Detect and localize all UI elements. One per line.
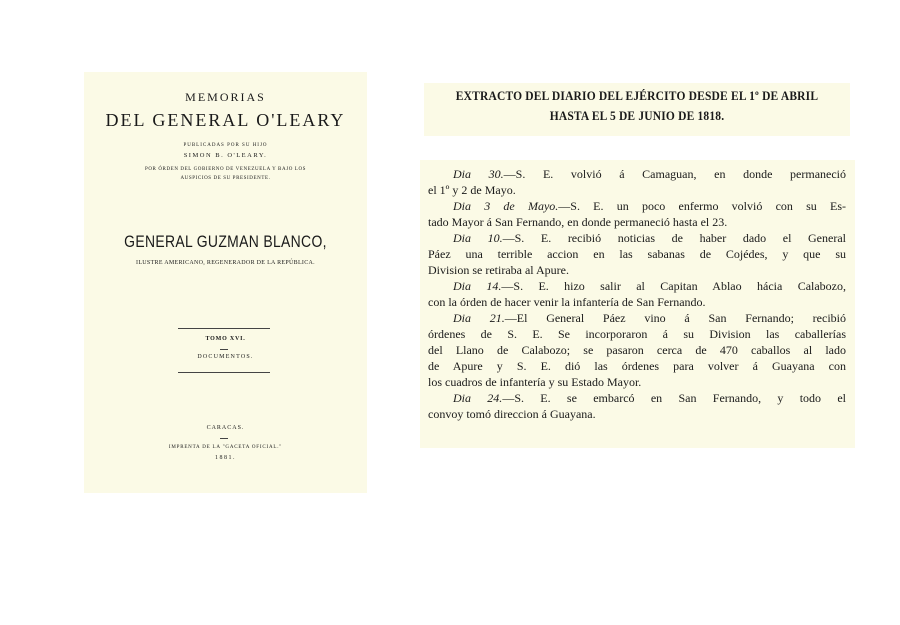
- entry-line: Division se retiraba al Apure.: [428, 263, 569, 277]
- printer-label: IMPRENTA DE LA "GACETA OFICIAL.": [168, 445, 283, 450]
- diary-entry: [428, 230, 846, 278]
- city-label: CARACAS.: [206, 425, 245, 431]
- entry-text: —S. E. volvió á Camaguan, en donde permaneció: [503, 167, 847, 181]
- entry-line: del Llano de Calabozo; se pasaron cerca de 470 caballos al lado: [428, 343, 846, 357]
- entry-line: [428, 390, 846, 406]
- extract-heading-line-2: HASTA EL 5 DE JUNIO DE 1818.: [549, 109, 725, 123]
- entry-text: —S. E. recibió noticias de haber dado el General: [502, 231, 846, 245]
- entry-line: Páez una terrible accion en las sabanas de Cojédes, y que su: [428, 247, 846, 261]
- entry-line: tado Mayor á San Fernando, en donde permaneció hasta el 23.: [428, 215, 728, 229]
- entry-text: —El General Páez vino á San Fernando; recibió: [504, 311, 846, 325]
- title-page-scan: [84, 72, 367, 493]
- entry-line: [428, 278, 846, 294]
- entry-line: con la órden de hacer venir la infantería de San Fernando.: [428, 295, 706, 309]
- publicadas-line: PUBLICADAS POR SU HIJO: [183, 143, 268, 148]
- entry-line: [428, 310, 846, 326]
- entry-date: Dia 10.: [453, 231, 503, 245]
- entry-line: [428, 198, 846, 214]
- entry-line: [428, 166, 846, 182]
- diary-entry: [428, 278, 846, 310]
- entry-line: [428, 230, 846, 246]
- president-title: ILUSTRE AMERICANO, REGENERADOR DE LA REPÚBLICA.: [136, 260, 315, 266]
- orden-line-2: AUSPICIOS DE SU PRESIDENTE.: [180, 176, 271, 181]
- entry-line: convoy tomó direccion á Guayana.: [428, 407, 596, 421]
- divider-rule-bottom: [178, 372, 270, 373]
- diary-entry: [428, 310, 846, 390]
- orden-line-1: POR ÓRDEN DEL GOBIERNO DE VENEZUELA Y BAJO LOS: [144, 167, 307, 172]
- entry-line: el 1º y 2 de Mayo.: [428, 183, 516, 197]
- entry-text: —S. E. un poco enfermo volvió con su Es-: [558, 199, 846, 213]
- diary-entry: [428, 198, 846, 230]
- short-dash-2: [220, 438, 228, 439]
- entry-date: Dia 24.: [453, 391, 503, 405]
- year-label: 1881.: [215, 455, 236, 461]
- documentos-label: DOCUMENTOS.: [197, 354, 254, 360]
- divider-rule-top: [178, 328, 270, 329]
- entry-date: Dia 21.: [453, 311, 505, 325]
- entry-date: Dia 14.: [453, 279, 502, 293]
- entry-line: de Apure y S. E. dió las órdenes para volver á Guayana con: [428, 359, 846, 373]
- entry-date: Dia 3 de Mayo.: [453, 199, 559, 213]
- entry-text: —S. E. hizo salir al Capitan Ablao hácia Calabozo,: [501, 279, 847, 293]
- title-memorias: MEMORIAS: [185, 90, 266, 104]
- volume-label: TOMO XVI.: [205, 336, 246, 342]
- entry-line: órdenes de S. E. Se incorporaron á su Division las caballerías: [428, 327, 846, 341]
- extract-heading-clip: [424, 83, 850, 136]
- extract-heading-line-1: EXTRACTO DEL DIARIO DEL EJÉRCITO DESDE EL 1º DE ABRIL: [455, 89, 819, 103]
- short-dash: [220, 349, 228, 350]
- diary-body-clip: [420, 160, 855, 448]
- title-general-oleary: DEL GENERAL O'LEARY: [105, 110, 346, 130]
- entry-date: Dia 30.: [453, 167, 504, 181]
- editor-name: SIMON B. O'LEARY.: [183, 152, 268, 159]
- diary-entry: [428, 390, 846, 422]
- entry-text: —S. E. se embarcó en San Fernando, y todo el: [502, 391, 847, 405]
- president-name: GENERAL GUZMAN BLANCO,: [124, 232, 327, 251]
- entry-line: los cuadros de infantería y su Estado Mayor.: [428, 375, 642, 389]
- diary-entry: [428, 166, 846, 198]
